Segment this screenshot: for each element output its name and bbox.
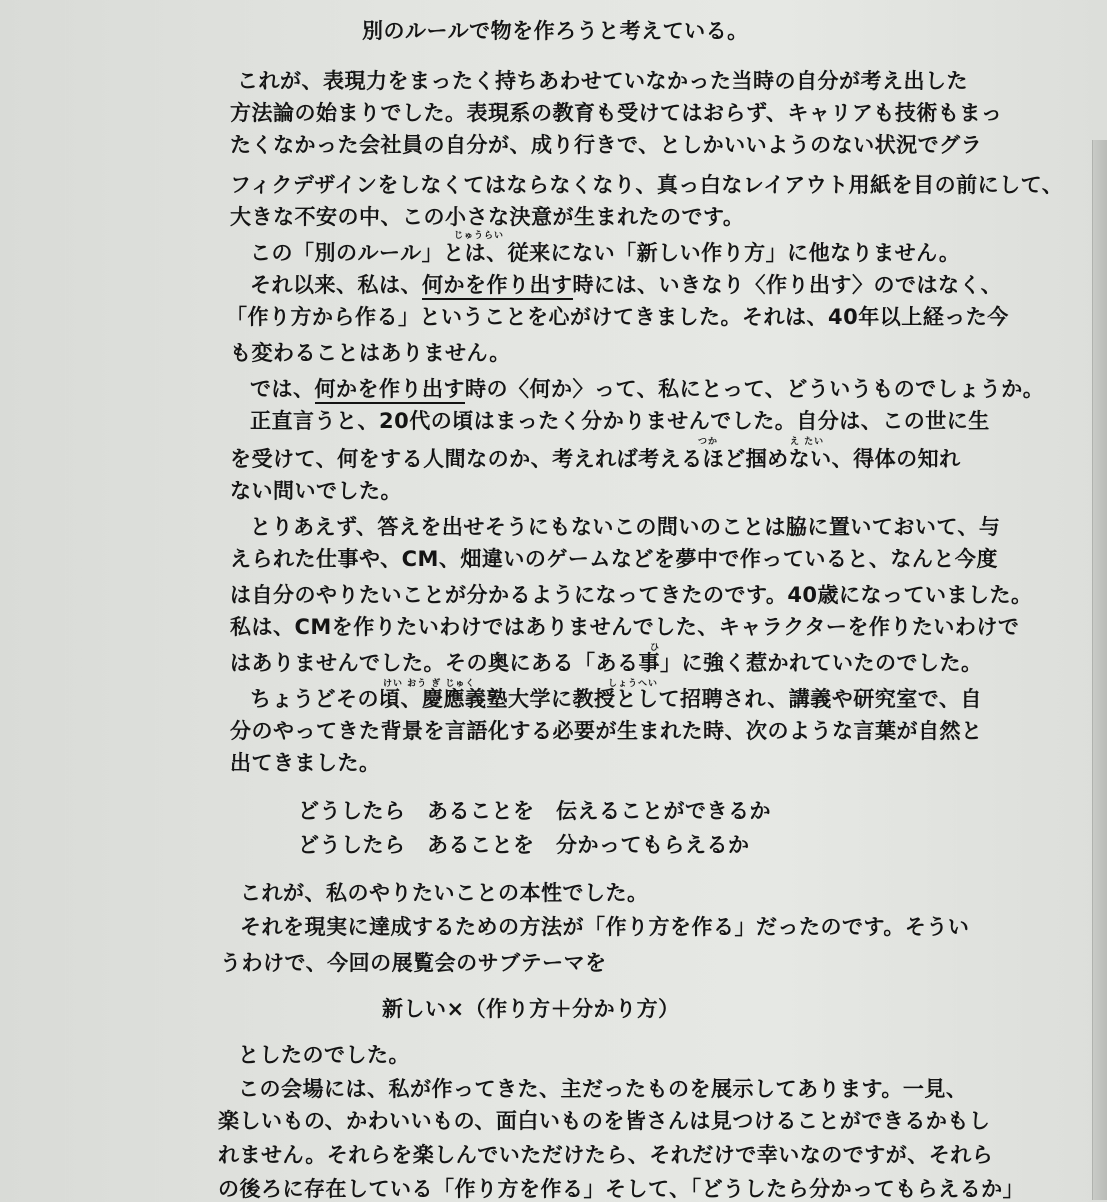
- text-line: この「別のルール」とは、従来にない「新しい作り方」に他なりません。: [250, 241, 961, 265]
- text-line: は自分のやりたいことが分かるようになってきたのです。40歳になっていました。: [230, 583, 1033, 607]
- quote-line: どうしたら あることを 伝えることができるか: [298, 799, 771, 823]
- ruby-reading: けい おう ぎ じゅく: [383, 679, 476, 689]
- text-line: れません。それらを楽しんでいただけたら、それだけで幸いなのですが、それら: [218, 1143, 994, 1167]
- ruby-reading: つか: [698, 437, 719, 447]
- text-line: ない問いでした。: [230, 479, 402, 503]
- heading: 別のルールで物を作ろうと考えている。: [362, 19, 749, 43]
- underlined-phrase: 何かを作り出す: [422, 273, 573, 300]
- formula-line: 新しい×（作り方＋分かり方）: [382, 997, 680, 1021]
- text-line: 私は、CMを作りたいわけではありませんでした、キャラクターを作りたいわけで: [230, 615, 1020, 639]
- text-line: [250, 376, 1044, 402]
- text-line: これが、表現力をまったく持ちあわせていなかった当時の自分が考え出した: [237, 69, 968, 93]
- quote-line: どうしたら あることを 分かってもらえるか: [298, 833, 750, 857]
- text-line: 「作り方から作る」ということを心がけてきました。それは、40年以上経った今: [226, 305, 1009, 329]
- text-line: たくなかった会社員の自分が、成り行きで、としかいいようのない状況でグラ: [230, 133, 983, 157]
- text-line: 正直言うと、20代の頃はまったく分かりませんでした。自分は、この世に生: [250, 409, 990, 433]
- ruby-reading: じゅうらい: [454, 231, 505, 241]
- text-line: とりあえず、答えを出せそうにもないこの問いのことは脇に置いておいて、与: [250, 515, 1001, 539]
- text-line: 大きな不安の中、この小さな決意が生まれたのです。: [230, 205, 745, 229]
- text-line: はありませんでした。その奥にある「ある事」に強く惹かれていたのでした。: [230, 651, 983, 675]
- text-segment: それ以来、私は、: [250, 273, 422, 297]
- text-line: [250, 272, 1002, 298]
- text-line: 方法論の始まりでした。表現系の教育も受けてはおらず、キャリアも技術もまっ: [230, 101, 1003, 125]
- text-line: えられた仕事や、CM、畑違いのゲームなどを夢中で作っていると、なんと今度: [230, 547, 998, 571]
- text-line: も変わることはありません。: [230, 341, 511, 365]
- text-line: これが、私のやりたいことの本性でした。: [240, 881, 649, 905]
- text-line: ちょうどその頃、慶應義塾大学に教授として招聘され、講義や研究室で、自: [250, 687, 982, 711]
- text-line: としたのでした。: [238, 1043, 410, 1067]
- text-line: フィクデザインをしなくてはならなくなり、真っ白なレイアウト用紙を目の前にして、: [230, 173, 1064, 197]
- text-line: を受けて、何をする人間なのか、考えれば考えるほど掴めない、得体の知れ: [230, 447, 961, 471]
- text-segment: では、: [250, 377, 315, 401]
- text-line: この会場には、私が作ってきた、主だったものを展示してあります。一見、: [238, 1077, 968, 1101]
- text-segment: 時の〈何か〉って、私にとって、どういうものでしょうか。: [465, 377, 1045, 401]
- text-line: 出てきました。: [230, 751, 381, 775]
- underlined-phrase: 何かを作り出す: [315, 377, 466, 404]
- ruby-reading: ひ: [650, 643, 661, 653]
- text-line: の後ろに存在している「作り方を作る」そして、「どうしたら分かってもらえるか」: [218, 1177, 1025, 1201]
- ruby-reading: え たい: [790, 437, 825, 447]
- ruby-reading: しょうへい: [608, 679, 659, 689]
- text-line: 分のやってきた背景を言語化する必要が生まれた時、次のような言葉が自然と: [230, 719, 983, 743]
- text-segment: 時には、いきなり〈作り出す〉のではなく、: [572, 273, 1003, 297]
- text-line: それを現実に達成するための方法が「作り方を作る」だったのです。そうい: [240, 915, 970, 939]
- text-line: うわけで、今回の展覧会のサブテーマを: [220, 951, 607, 975]
- text-line: 楽しいもの、かわいいもの、面白いものを皆さんは見つけることができるかもし: [218, 1109, 991, 1133]
